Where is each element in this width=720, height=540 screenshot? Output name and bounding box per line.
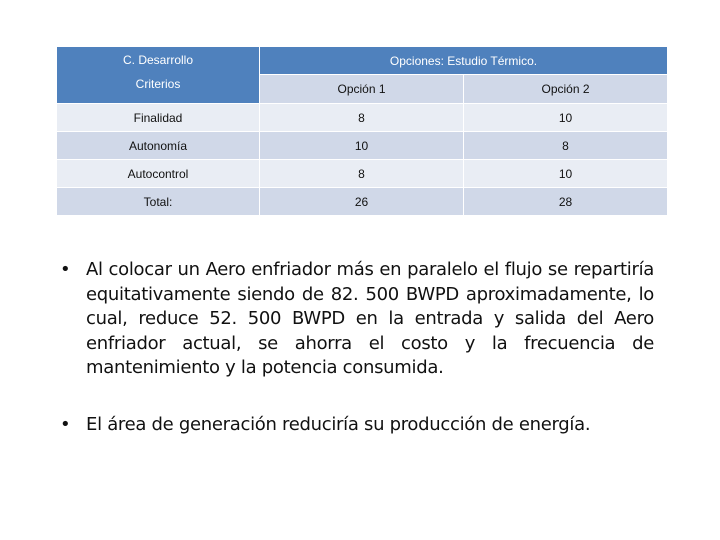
bullet-dot-icon: • [60, 413, 71, 435]
row-label: Autocontrol [57, 160, 260, 188]
criteria-header-cell [57, 47, 260, 104]
row-option2-value: 10 [464, 160, 668, 188]
row-option2-value: 8 [464, 132, 668, 160]
row-option2-value: 10 [464, 104, 668, 132]
table-row [57, 160, 668, 188]
evaluation-table [56, 46, 668, 216]
row-label: Finalidad [57, 104, 260, 132]
option2-header: Opción 2 [464, 75, 668, 104]
row-option1-value: 8 [260, 160, 464, 188]
bullet-item [60, 258, 654, 381]
row-option1-value: 8 [260, 104, 464, 132]
bullet-list [60, 258, 654, 437]
row-option1-value: 10 [260, 132, 464, 160]
table-total-row [57, 188, 668, 216]
table-header-row [57, 47, 668, 75]
total-label: Total: [57, 188, 260, 216]
criteria-header-line1: C. Desarrollo [122, 53, 194, 67]
bullet-dot-icon: • [60, 259, 71, 280]
criteria-header-line2: Criterios [135, 77, 181, 91]
option1-header: Opción 1 [260, 75, 464, 104]
bullet-text: El área de generación reduciría su producción de energía. [86, 413, 591, 435]
total-option2-value: 28 [464, 188, 668, 216]
bullet-item [60, 413, 654, 438]
total-option1-value: 26 [260, 188, 464, 216]
table-row [57, 132, 668, 160]
options-group-header: Opciones: Estudio Térmico. [260, 47, 668, 75]
table-row [57, 104, 668, 132]
bullet-text: Al colocar un Aero enfriador más en paralelo el flujo se repartiría equitativamente siendo de 82. 500 BWPD aproximadamente, lo cual, reduce 52. 500 BWPD en la entrada y salida del Aero enfriador actual, se ahorra el costo y la frecuencia de mantenimiento y la potencia consumida. [86, 259, 654, 378]
row-label: Autonomía [57, 132, 260, 160]
